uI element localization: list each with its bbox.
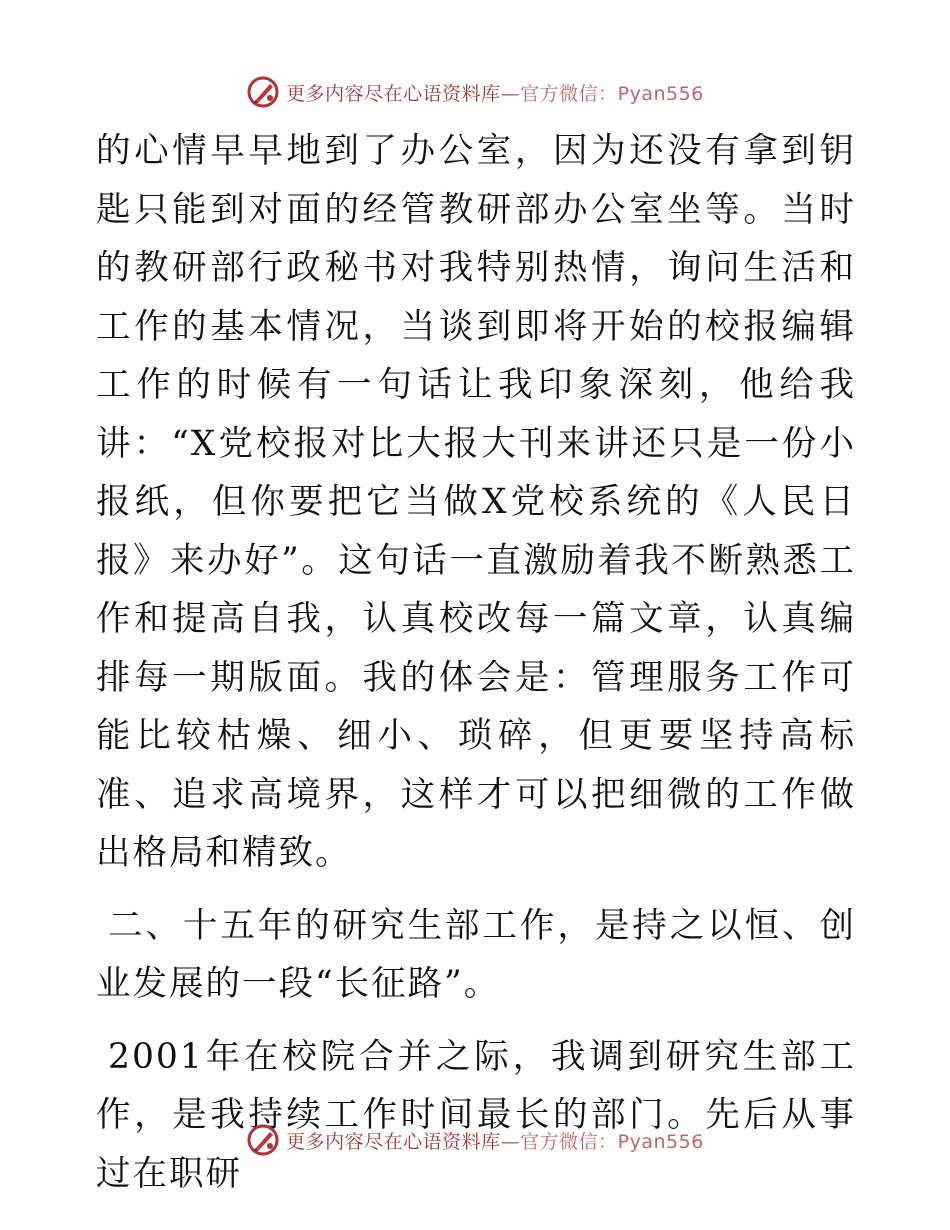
section-heading: 二、十五年的研究生部工作，是持之以恒、创业发展的一段“长征路”。: [96, 905, 856, 1004]
header-watermark: [0, 72, 950, 112]
watermark-dash: —: [500, 82, 521, 105]
paragraph-continuation: 的心情早早地到了办公室，因为还没有拿到钥匙只能到对面的经管教研部办公室坐等。当时的教研部行政秘书对我特别热情，询问生活和工作的基本情况，当谈到即将开始的校报编辑工作的时候有一句话让我印象深刻，他给我讲：“X党校报对比大报大刊来讲还只是一份小报纸，但你要把它当做X党校系统的《人民日报》来办好”。这句话一直激励着我不断熟悉工作和提高自我，认真校改每一篇文章，认真编排每一期版面。我的体会是：管理服务工作可能比较枯燥、细小、琐碎，但更要坚持高标准、追求高境界，这样才可以把细微的工作做出格局和精致。: [96, 131, 856, 873]
pen-logo-icon: [246, 75, 280, 109]
watermark-text: [286, 79, 704, 106]
watermark-site-text: 更多内容尽在心语资料库: [286, 1130, 501, 1153]
watermark-contact: 官方微信：Pyan556: [520, 1130, 704, 1153]
document-body: [96, 122, 856, 1203]
watermark-text: [286, 1127, 704, 1154]
paragraph: 2001年在校院合并之际，我调到研究生部工作，是我持续工作时间最长的部门。先后从事过在职研: [96, 1036, 856, 1194]
watermark-dash: —: [500, 1130, 521, 1153]
footer-watermark: [0, 1120, 950, 1160]
pen-logo-icon: [246, 1123, 280, 1157]
watermark-contact: 官方微信：Pyan556: [520, 82, 704, 105]
watermark-site-text: 更多内容尽在心语资料库: [286, 82, 501, 105]
